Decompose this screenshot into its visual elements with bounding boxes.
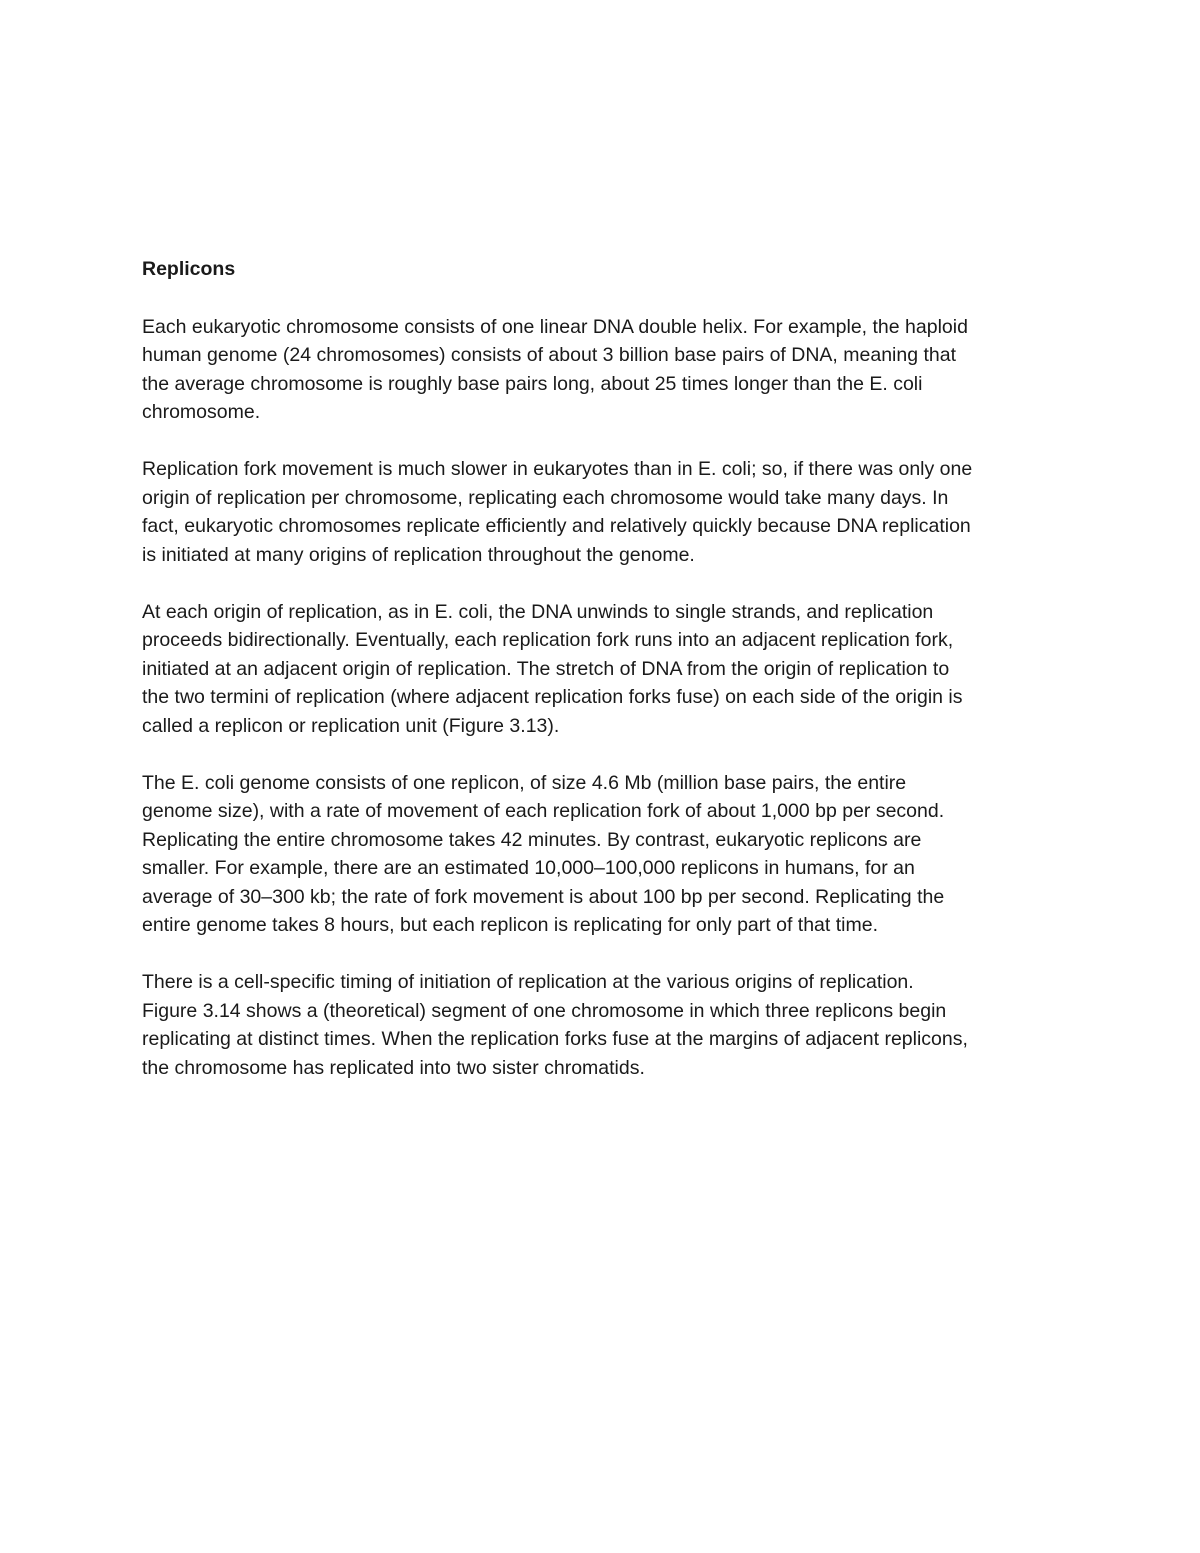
paragraph-line: is initiated at many origins of replication throughout the genome. — [142, 543, 695, 566]
paragraph-2 — [142, 455, 1072, 569]
paragraph-4 — [142, 769, 1072, 940]
paragraph-line: Each eukaryotic chromosome consists of one linear DNA double helix. For example, the haploid — [142, 315, 968, 338]
paragraph-1 — [142, 313, 1072, 427]
paragraph-line: proceeds bidirectionally. Eventually, each replication fork runs into an adjacent replication fork, — [142, 629, 954, 651]
paragraph-line: fact, eukaryotic chromosomes replicate efficiently and relatively quickly because DNA replication — [142, 515, 971, 537]
paragraph-line: human genome (24 chromosomes) consists of about 3 billion base pairs of DNA, meaning that — [142, 344, 957, 366]
paragraph-line: There is a cell-specific timing of initiation of replication at the various origins of replication. — [142, 971, 914, 993]
paragraph-line: the average chromosome is roughly base pairs long, about 25 times longer than the E. coli — [142, 372, 923, 395]
paragraph-line: Replicating the entire chromosome takes 42 minutes. By contrast, eukaryotic replicons are — [142, 828, 922, 851]
paragraph-line: average of 30–300 kb; the rate of fork movement is about 100 bp per second. Replicating the — [142, 885, 945, 908]
paragraph-line: replicating at distinct times. When the replication forks fuse at the margins of adjacent replicons, — [142, 1028, 968, 1050]
paragraph-line: the two termini of replication (where adjacent replication forks fuse) on each side of the origin is — [142, 686, 963, 708]
paragraph-line: the chromosome has replicated into two sister chromatids. — [142, 1056, 645, 1079]
paragraph-line: smaller. For example, there are an estimated 10,000–100,000 replicons in humans, for an — [142, 857, 915, 879]
paragraph-line: origin of replication per chromosome, replicating each chromosome would take many days. In — [142, 486, 949, 509]
document-body — [142, 255, 1072, 1111]
paragraph-line: chromosome. — [142, 401, 261, 423]
paragraph-5 — [142, 968, 1072, 1082]
paragraph-line: At each origin of replication, as in E. coli, the DNA unwinds to single strands, and replication — [142, 600, 934, 623]
paragraph-line: The E. coli genome consists of one replicon, of size 4.6 Mb (million base pairs, the entire — [142, 771, 907, 794]
paragraph-line: called a replicon or replication unit (Figure 3.13). — [142, 714, 560, 737]
paragraph-3 — [142, 598, 1072, 741]
section-heading: Replicons — [142, 258, 236, 280]
paragraph-line: initiated at an adjacent origin of replication. The stretch of DNA from the origin of replication to — [142, 657, 950, 680]
paragraph-line: Replication fork movement is much slower in eukaryotes than in E. coli; so, if there was only one — [142, 458, 973, 480]
paragraph-line: genome size), with a rate of movement of each replication fork of about 1,000 bp per second. — [142, 800, 945, 822]
paragraph-line: Figure 3.14 shows a (theoretical) segment of one chromosome in which three replicons begin — [142, 999, 947, 1022]
paragraph-line: entire genome takes 8 hours, but each replicon is replicating for only part of that time. — [142, 914, 878, 936]
